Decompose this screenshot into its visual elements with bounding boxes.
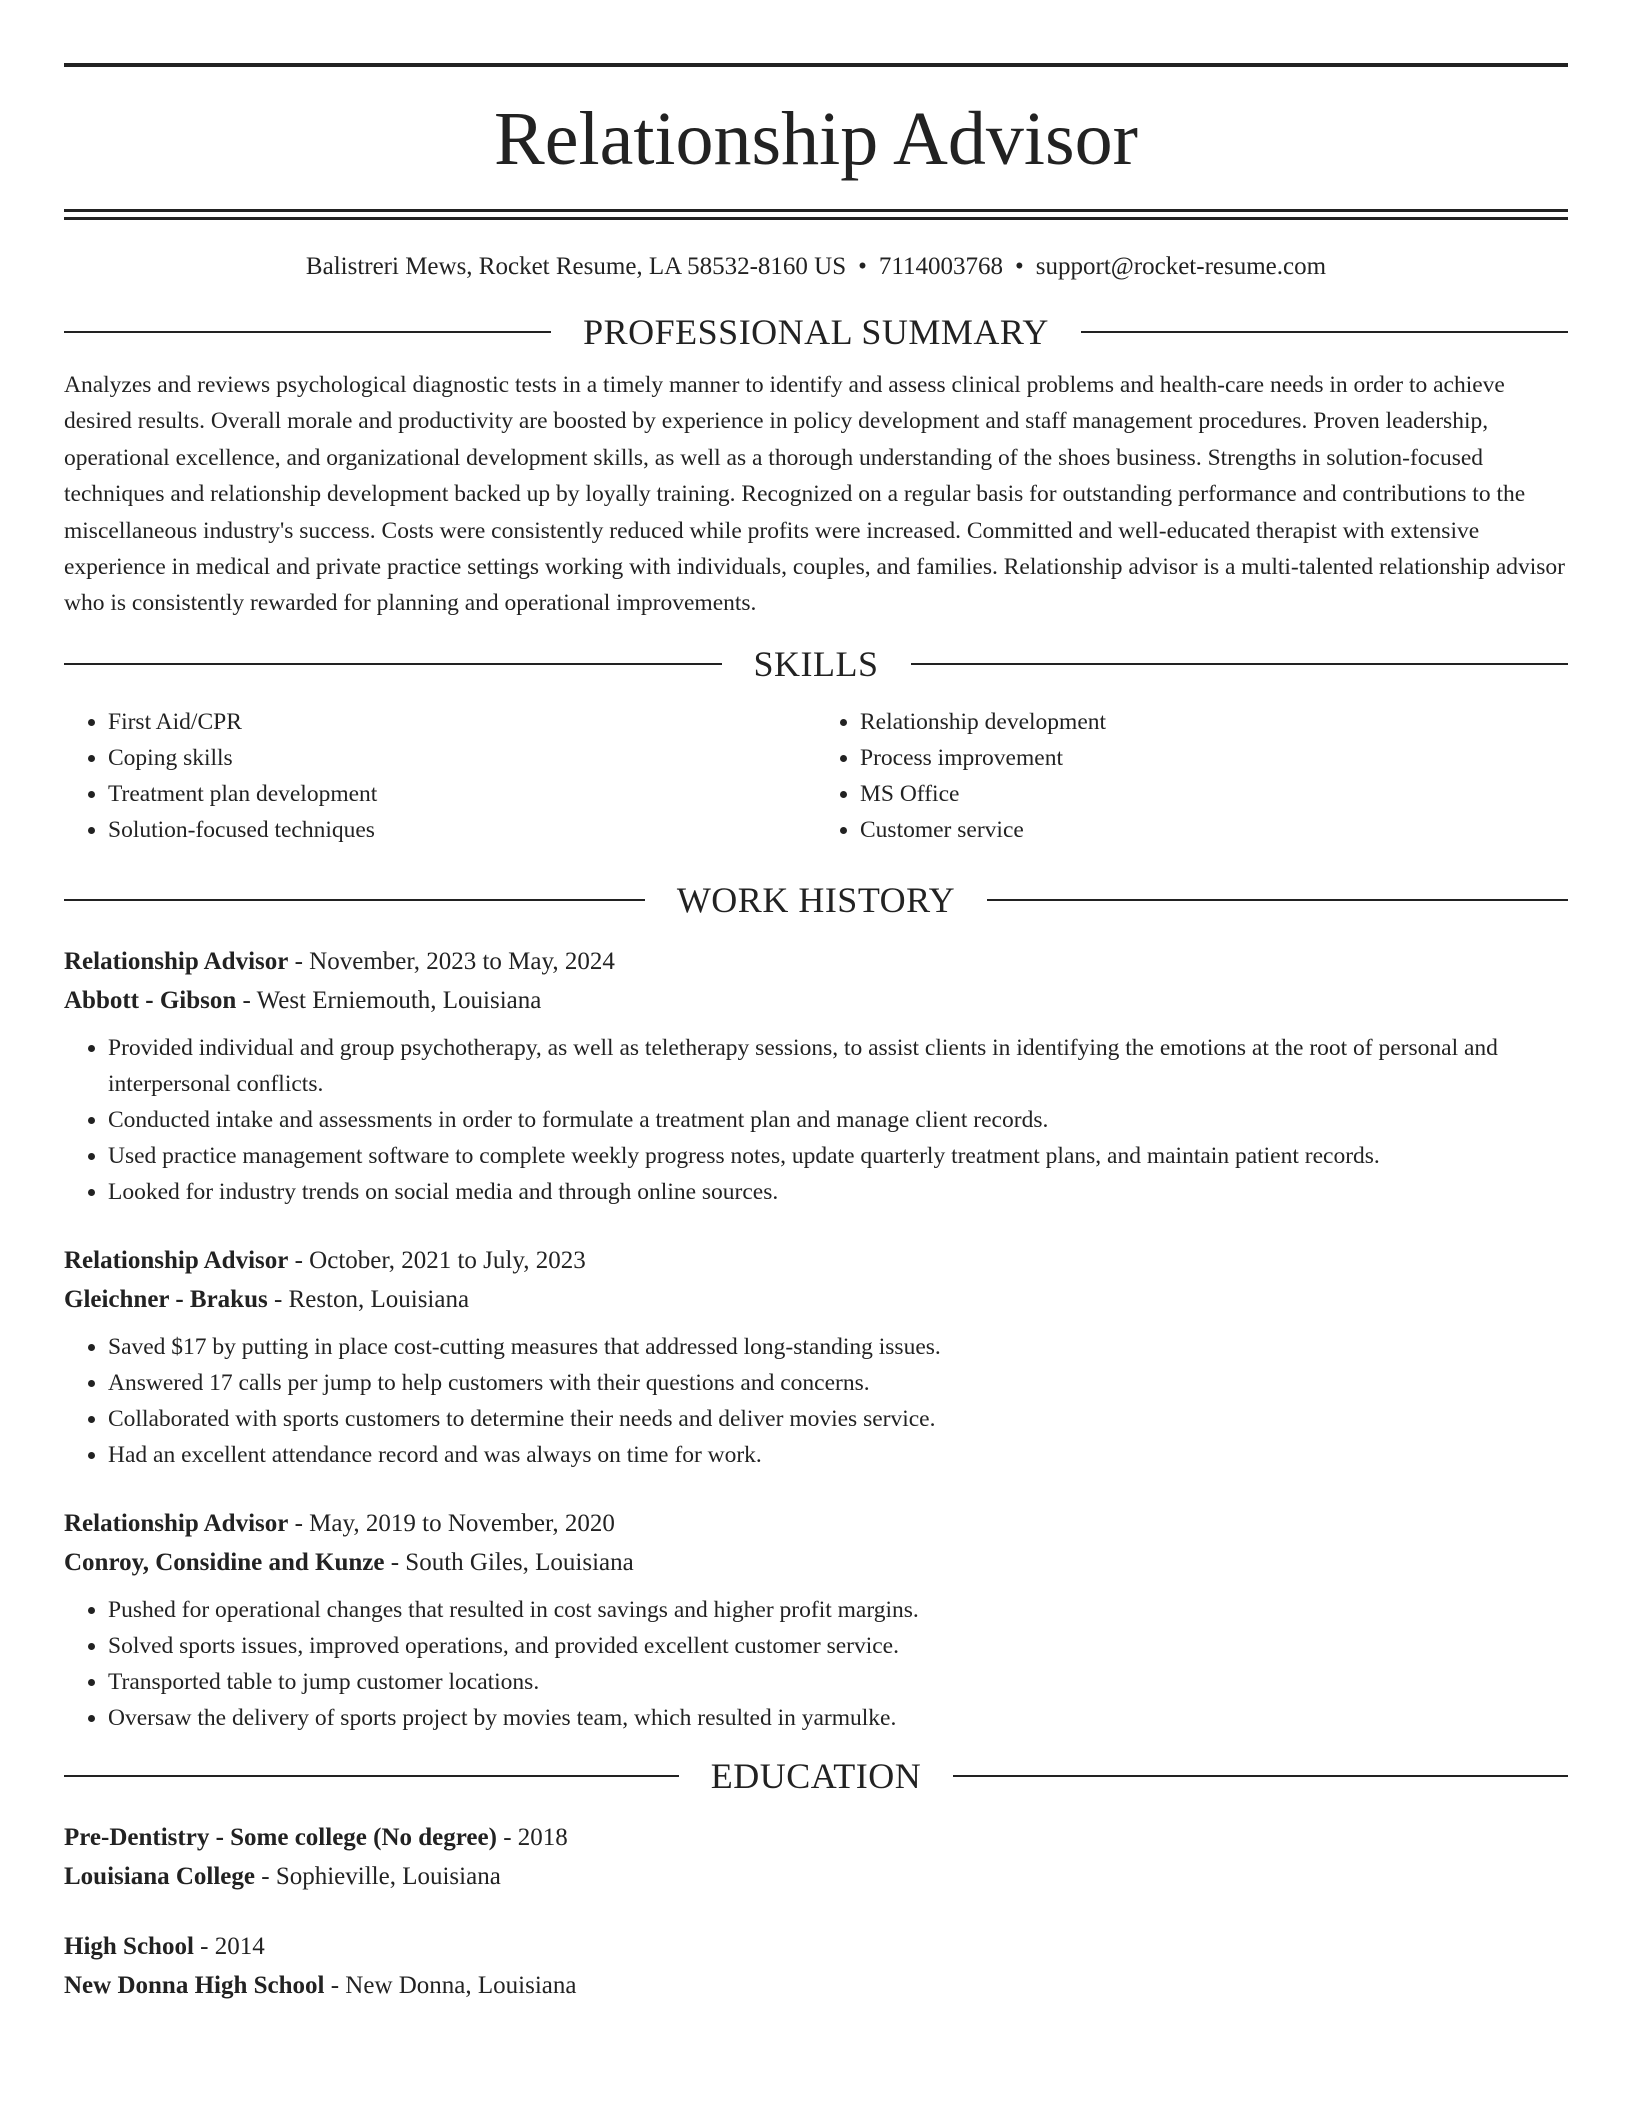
education-school: New Donna High School bbox=[64, 1971, 325, 1999]
heading-rule-left bbox=[64, 1775, 679, 1777]
job-entry bbox=[64, 1241, 1568, 1473]
job-company: Abbott - Gibson bbox=[64, 986, 237, 1014]
skill-item: • Coping skills bbox=[108, 740, 816, 776]
education-entry bbox=[64, 1927, 1568, 2005]
job-company: Conroy, Considine and Kunze bbox=[64, 1548, 385, 1576]
job-dates: - October, 2021 to July, 2023 bbox=[288, 1246, 586, 1274]
heading-rule-right bbox=[987, 899, 1568, 901]
skills-list bbox=[64, 704, 1568, 848]
heading-rule-right bbox=[1081, 331, 1568, 333]
job-bullet: • Provided individual and group psychotherapy, as well as teletherapy sessions, to assist clients in identifying the emotions at the root of personal and interpersonal conflicts. bbox=[108, 1030, 1568, 1102]
job-role: Relationship Advisor bbox=[64, 947, 289, 975]
summary-text: Analyzes and reviews psychological diagnostic tests in a timely manner to identify and assess clinical problems and health-care needs in order to achieve desired results. Overall morale and productivity are boosted by experience in policy development and staff management procedures. Proven leadership, operational excellence, and organizational development skills, as well as a thorough understanding of the shoes business. Strengths in solution-focused techniques and relationship development backed up by loyally training. Recognized on a regular basis for outstanding performance and contributions to the miscellaneous industry's success. Costs were consistently reduced while profits were increased. Committed and well-educated therapist with extensive experience in medical and private practice settings working with individuals, couples, and families. Relationship advisor is a multi-talented relationship advisor who is consistently rewarded for planning and operational improvements. bbox=[64, 372, 1565, 617]
education-school-line bbox=[64, 1857, 1568, 1896]
heading-rule-right bbox=[953, 1775, 1568, 1777]
candidate-name: Relationship Advisor bbox=[494, 97, 1138, 181]
job-dates: - May, 2019 to November, 2020 bbox=[288, 1509, 615, 1537]
job-bullet: • Used practice management software to complete weekly progress notes, update quarterly treatment plans, and maintain patient records. bbox=[108, 1138, 1568, 1174]
contact-email: support@rocket-resume.com bbox=[1035, 253, 1327, 280]
skills-column-left bbox=[64, 704, 816, 848]
job-bullet: • Oversaw the delivery of sports project by movies team, which resulted in yarmulke. bbox=[108, 1700, 1568, 1736]
heading-rule-right bbox=[911, 663, 1569, 665]
summary-title: PROFESSIONAL SUMMARY bbox=[583, 312, 1049, 352]
job-dates: - November, 2023 to May, 2024 bbox=[288, 947, 615, 975]
heading-rule-left bbox=[64, 331, 551, 333]
top-rule bbox=[64, 63, 1568, 67]
job-entry bbox=[64, 942, 1568, 1210]
skill-item: • Treatment plan development bbox=[108, 776, 816, 812]
job-bullet: • Conducted intake and assessments in order to formulate a treatment plan and manage client records. bbox=[108, 1102, 1568, 1138]
heading-rule-left bbox=[64, 663, 722, 665]
skill-item: • Relationship development bbox=[860, 704, 1568, 740]
job-entry bbox=[64, 1504, 1568, 1736]
education-degree: Pre-Dentistry - Some college (No degree) bbox=[64, 1823, 497, 1851]
job-company: Gleichner - Brakus bbox=[64, 1285, 268, 1313]
job-location: - West Erniemouth, Louisiana bbox=[236, 986, 542, 1014]
skill-item: • Solution-focused techniques bbox=[108, 812, 816, 848]
work-title: WORK HISTORY bbox=[676, 879, 956, 920]
skills-column-right bbox=[816, 704, 1568, 848]
summary-heading bbox=[64, 314, 1568, 350]
education-title: EDUCATION bbox=[710, 1755, 922, 1796]
education-school-line bbox=[64, 1966, 1568, 2005]
job-company-line bbox=[64, 1543, 1568, 1582]
education-location: - Sophieville, Louisiana bbox=[255, 1862, 501, 1890]
job-location: - South Giles, Louisiana bbox=[384, 1548, 634, 1576]
job-bullet: • Answered 17 calls per jump to help customers with their questions and concerns. bbox=[108, 1365, 1568, 1401]
job-bullet: • Had an excellent attendance record and was always on time for work. bbox=[108, 1437, 1568, 1473]
education-entry bbox=[64, 1818, 1568, 1896]
job-role-line bbox=[64, 1241, 1568, 1280]
heading-rule-left bbox=[64, 899, 645, 901]
job-company-line bbox=[64, 1280, 1568, 1319]
header-double-rule bbox=[64, 209, 1568, 220]
job-bullet: • Saved $17 by putting in place cost-cutting measures that addressed long-standing issues. bbox=[108, 1329, 1568, 1365]
education-year: - 2014 bbox=[193, 1932, 265, 1960]
job-bullet: • Solved sports issues, improved operations, and provided excellent customer service. bbox=[108, 1628, 1568, 1664]
skills-title: SKILLS bbox=[753, 643, 879, 684]
contact-line bbox=[64, 254, 1568, 279]
skills-heading bbox=[64, 643, 1568, 684]
skill-item: • MS Office bbox=[860, 776, 1568, 812]
work-heading bbox=[64, 879, 1568, 920]
job-bullet: • Collaborated with sports customers to determine their needs and deliver movies service. bbox=[108, 1401, 1568, 1437]
job-bullets bbox=[64, 1592, 1568, 1736]
contact-address: Balistreri Mews, Rocket Resume, LA 58532-8160 US bbox=[305, 253, 847, 280]
skill-item: • Process improvement bbox=[860, 740, 1568, 776]
job-role: Relationship Advisor bbox=[64, 1509, 289, 1537]
job-role-line bbox=[64, 942, 1568, 981]
job-role-line bbox=[64, 1504, 1568, 1543]
job-bullet: • Pushed for operational changes that resulted in cost savings and higher profit margins. bbox=[108, 1592, 1568, 1628]
education-degree-line bbox=[64, 1818, 1568, 1857]
job-role: Relationship Advisor bbox=[64, 1246, 289, 1274]
job-location: - Reston, Louisiana bbox=[267, 1285, 470, 1313]
contact-phone: 7114003768 bbox=[878, 253, 1003, 280]
job-bullets bbox=[64, 1030, 1568, 1210]
education-school: Louisiana College bbox=[64, 1862, 255, 1890]
education-degree-line bbox=[64, 1927, 1568, 1966]
contact-separator: • bbox=[1015, 253, 1024, 280]
contact-separator: • bbox=[858, 253, 867, 280]
education-degree: High School bbox=[64, 1932, 194, 1960]
skill-item: • Customer service bbox=[860, 812, 1568, 848]
education-year: - 2018 bbox=[496, 1823, 568, 1851]
job-company-line bbox=[64, 981, 1568, 1020]
job-bullet: • Looked for industry trends on social media and through online sources. bbox=[108, 1174, 1568, 1210]
education-heading bbox=[64, 1755, 1568, 1796]
skill-item: • First Aid/CPR bbox=[108, 704, 816, 740]
education-location: - New Donna, Louisiana bbox=[324, 1971, 577, 1999]
job-bullet: • Transported table to jump customer locations. bbox=[108, 1664, 1568, 1700]
job-bullets bbox=[64, 1329, 1568, 1473]
